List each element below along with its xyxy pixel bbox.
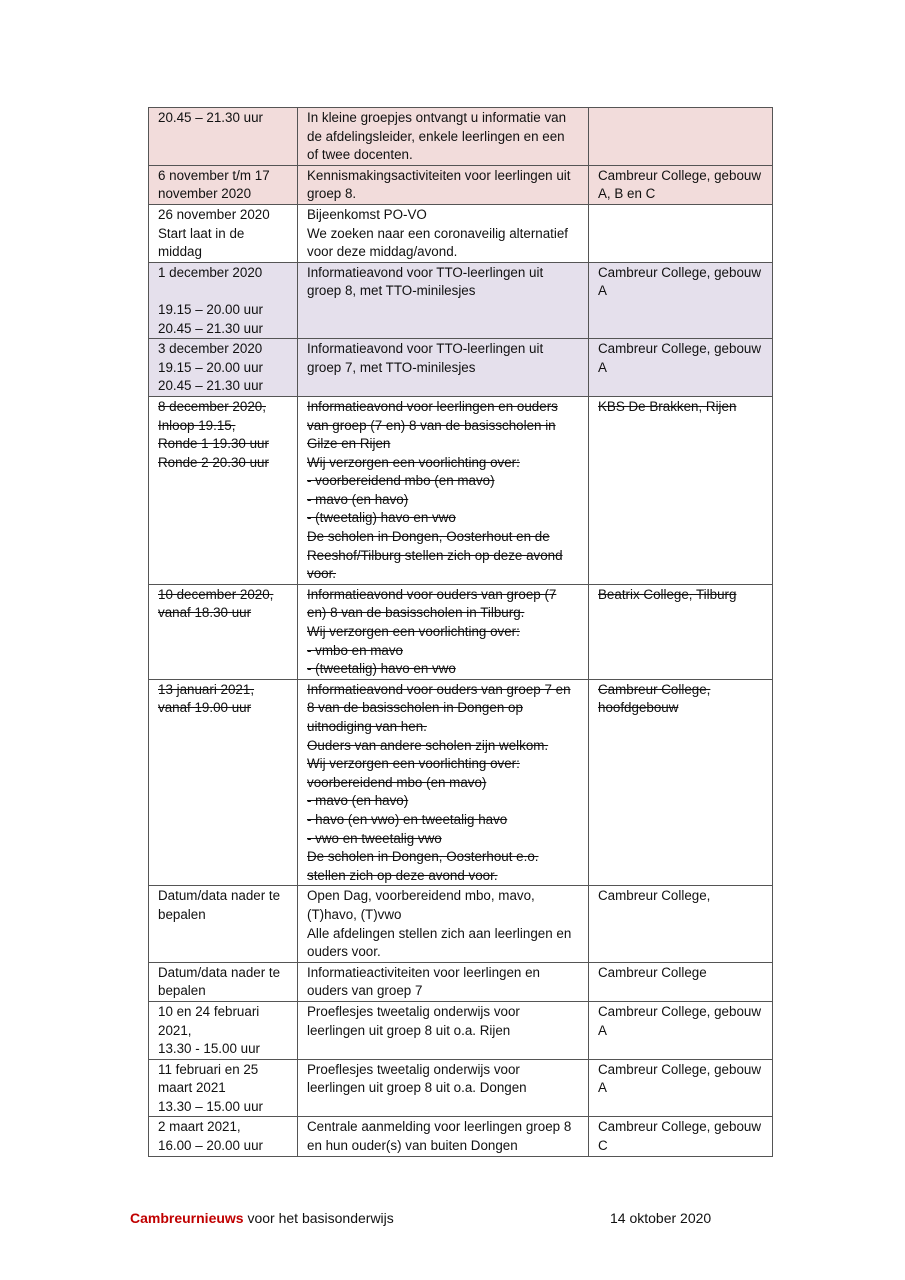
location-cell: Cambreur College, gebouw A, B en C: [589, 165, 773, 204]
location-cell: Cambreur College, gebouw A: [589, 262, 773, 338]
date-cell: 13 januari 2021, vanaf 19.00 uur: [149, 679, 298, 886]
date-cell: 6 november t/m 17 november 2020: [149, 165, 298, 204]
schedule-body: [149, 108, 773, 1157]
location-cell: KBS De Brakken, Rijen: [589, 396, 773, 584]
location-cell: Cambreur College,: [589, 886, 773, 962]
table-row: [149, 679, 773, 886]
activity-cell: Open Dag, voorbereidend mbo, mavo, (T)havo, (T)vwo Alle afdelingen stellen zich aan leerlingen en ouders voor.: [298, 886, 589, 962]
date-cell: 8 december 2020, Inloop 19.15, Ronde 1 19.30 uur Ronde 2 20.30 uur: [149, 396, 298, 584]
newsletter-brand: Cambreurnieuws: [130, 1210, 244, 1226]
date-cell: Datum/data nader te bepalen: [149, 886, 298, 962]
location-cell: [589, 204, 773, 262]
activity-cell: Informatieavond voor TTO-leerlingen uit groep 8, met TTO-minilesjes: [298, 262, 589, 338]
table-row: [149, 165, 773, 204]
activity-cell: Kennismakingsactiviteiten voor leerlingen uit groep 8.: [298, 165, 589, 204]
activity-cell: Bijeenkomst PO-VO We zoeken naar een coronaveilig alternatief voor deze middag/avond.: [298, 204, 589, 262]
date-cell: 10 en 24 februari 2021, 13.30 - 15.00 uur: [149, 1001, 298, 1059]
newsletter-tagline: voor het basisonderwijs: [243, 1210, 394, 1226]
date-cell: Datum/data nader te bepalen: [149, 962, 298, 1001]
date-cell: 1 december 2020 19.15 – 20.00 uur 20.45 – 21.30 uur: [149, 262, 298, 338]
activity-cell: Proeflesjes tweetalig onderwijs voor leerlingen uit groep 8 uit o.a. Dongen: [298, 1059, 589, 1117]
activity-cell: Informatieactiviteiten voor leerlingen en ouders van groep 7: [298, 962, 589, 1001]
date-cell: 11 februari en 25 maart 2021 13.30 – 15.00 uur: [149, 1059, 298, 1117]
table-row: [149, 339, 773, 397]
activity-cell: In kleine groepjes ontvangt u informatie van de afdelingsleider, enkele leerlingen en een of twee docenten.: [298, 108, 589, 166]
date-cell: 26 november 2020 Start laat in de middag: [149, 204, 298, 262]
activity-cell: Informatieavond voor leerlingen en ouders van groep (7 en) 8 van de basisscholen in Gilze en Rijen Wij verzorgen een voorlichting over: - voorbereidend mbo (en mavo) - mavo (en havo) - (tweetalig) havo en vwo De scholen in Dongen, Oosterhout en de Reeshof/Tilburg stellen zich op deze avond voor.: [298, 396, 589, 584]
page-footer: [130, 1209, 730, 1227]
table-row: [149, 204, 773, 262]
table-row: [149, 886, 773, 962]
activity-cell: Centrale aanmelding voor leerlingen groep 8 en hun ouder(s) van buiten Dongen: [298, 1117, 589, 1156]
location-cell: Cambreur College, gebouw C: [589, 1117, 773, 1156]
location-cell: Beatrix College, Tilburg: [589, 584, 773, 679]
table-row: [149, 1117, 773, 1156]
table-row: [149, 396, 773, 584]
location-cell: Cambreur College, gebouw A: [589, 1001, 773, 1059]
date-cell: 2 maart 2021, 16.00 – 20.00 uur: [149, 1117, 298, 1156]
location-cell: Cambreur College, hoofdgebouw: [589, 679, 773, 886]
location-cell: Cambreur College: [589, 962, 773, 1001]
table-row: [149, 1001, 773, 1059]
table-row: [149, 962, 773, 1001]
issue-date: 14 oktober 2020: [610, 1210, 712, 1226]
location-cell: [589, 108, 773, 166]
table-row: [149, 584, 773, 679]
table-row: [149, 262, 773, 338]
location-cell: Cambreur College, gebouw A: [589, 1059, 773, 1117]
location-cell: Cambreur College, gebouw A: [589, 339, 773, 397]
date-cell: 10 december 2020, vanaf 18.30 uur: [149, 584, 298, 679]
activity-cell: Informatieavond voor TTO-leerlingen uit groep 7, met TTO-minilesjes: [298, 339, 589, 397]
schedule-table: [148, 107, 773, 1157]
activity-cell: Proeflesjes tweetalig onderwijs voor leerlingen uit groep 8 uit o.a. Rijen: [298, 1001, 589, 1059]
activity-cell: Informatieavond voor ouders van groep (7 en) 8 van de basisscholen in Tilburg. Wij verzorgen een voorlichting over: - vmbo en mavo - (tweetalig) havo en vwo: [298, 584, 589, 679]
activity-cell: Informatieavond voor ouders van groep 7 en 8 van de basisscholen in Dongen op uitnodiging van hen. Ouders van andere scholen zijn welkom. Wij verzorgen een voorlichting over: voorbereidend mbo (en mavo) - mavo (en havo) - havo (en vwo) en tweetalig havo - vwo en tweetalig vwo De scholen in Dongen, Oosterhout e.o. stellen zich op deze avond voor.: [298, 679, 589, 886]
table-row: [149, 1059, 773, 1117]
table-row: [149, 108, 773, 166]
date-cell: 20.45 – 21.30 uur: [149, 108, 298, 166]
date-cell: 3 december 2020 19.15 – 20.00 uur 20.45 – 21.30 uur: [149, 339, 298, 397]
